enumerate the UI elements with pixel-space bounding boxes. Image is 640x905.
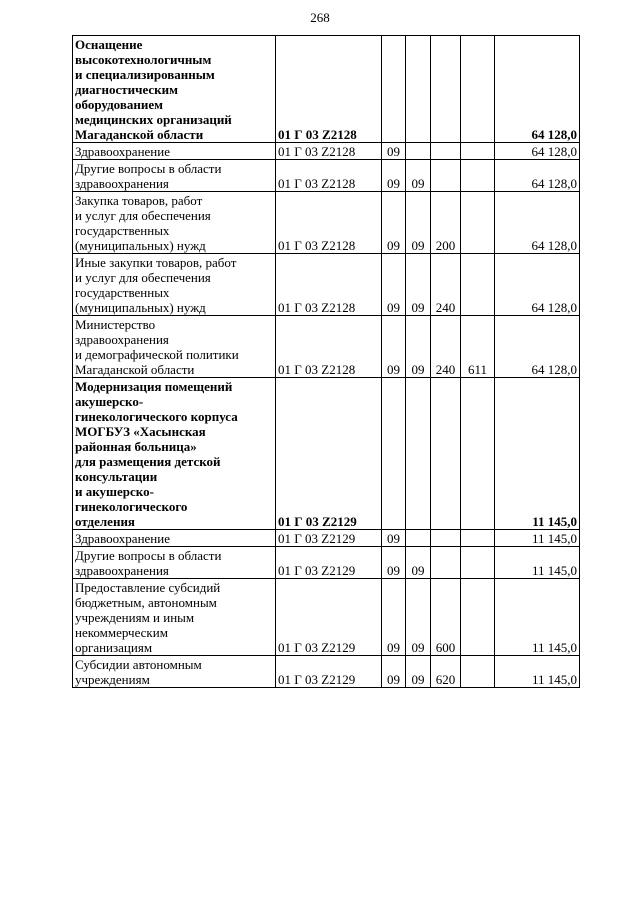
expense-kind-cell — [431, 36, 461, 143]
subsection-cell — [406, 530, 431, 547]
table-row — [73, 530, 580, 547]
row-name-line: Другие вопросы в области — [75, 548, 222, 563]
expense-kind-cell — [431, 547, 461, 579]
row-name-line: и услуг для обеспечения — [75, 208, 211, 223]
row-name — [73, 160, 276, 192]
row-name-line: Закупка товаров, работ — [75, 193, 203, 208]
amount-cell: 64 128,0 — [495, 316, 580, 378]
row-name-line: акушерско- — [75, 394, 144, 409]
row-name-line: Модернизация помещений — [75, 379, 233, 394]
section-cell — [382, 378, 406, 530]
expense-kind-cell: 240 — [431, 254, 461, 316]
row-name-line: и услуг для обеспечения — [75, 270, 211, 285]
row-name-line: и демографической политики — [75, 347, 239, 362]
row-name-line: бюджетным, автономным — [75, 595, 217, 610]
row-name — [73, 316, 276, 378]
subsection-cell — [406, 378, 431, 530]
target-code-cell: 01 Г 03 Z2129 — [276, 547, 382, 579]
expense-kind-cell: 240 — [431, 316, 461, 378]
section-cell: 09 — [382, 316, 406, 378]
section-cell: 09 — [382, 530, 406, 547]
section-cell: 09 — [382, 547, 406, 579]
row-name-line: диагностическим — [75, 82, 178, 97]
grbs-cell — [461, 160, 495, 192]
subsection-cell: 09 — [406, 254, 431, 316]
section-cell — [382, 36, 406, 143]
grbs-cell — [461, 254, 495, 316]
row-name — [73, 254, 276, 316]
subsection-cell — [406, 36, 431, 143]
row-name-line: Предоставление субсидий — [75, 580, 221, 595]
row-name-line: Иные закупки товаров, работ — [75, 255, 237, 270]
row-name-line: некоммерческим — [75, 625, 168, 640]
row-name — [73, 192, 276, 254]
section-cell: 09 — [382, 656, 406, 688]
section-cell: 09 — [382, 160, 406, 192]
row-name — [73, 547, 276, 579]
row-name-line: государственных — [75, 223, 170, 238]
budget-table — [72, 35, 580, 688]
row-name-line: и специализированным — [75, 67, 215, 82]
row-name-line: учреждениям и иным — [75, 610, 195, 625]
table-row — [73, 378, 580, 530]
section-cell: 09 — [382, 192, 406, 254]
section-cell: 09 — [382, 254, 406, 316]
row-name-line: для размещения детской — [75, 454, 221, 469]
grbs-cell — [461, 530, 495, 547]
section-cell: 09 — [382, 579, 406, 656]
page-number: 268 — [310, 10, 330, 25]
table-row — [73, 579, 580, 656]
table-row — [73, 547, 580, 579]
row-name-line: здравоохранения — [75, 176, 169, 191]
target-code-cell: 01 Г 03 Z2128 — [276, 143, 382, 160]
row-name-line: отделения — [75, 514, 135, 529]
subsection-cell: 09 — [406, 192, 431, 254]
subsection-cell: 09 — [406, 579, 431, 656]
row-name-line: МОГБУЗ «Хасынская — [75, 424, 206, 439]
table-row — [73, 36, 580, 143]
row-name-line: Здравоохранение — [75, 531, 170, 546]
row-name-line: и акушерско- — [75, 484, 154, 499]
row-name-line: организациям — [75, 640, 153, 655]
target-code-cell: 01 Г 03 Z2129 — [276, 579, 382, 656]
grbs-cell — [461, 656, 495, 688]
row-name-line: Другие вопросы в области — [75, 161, 222, 176]
amount-cell: 64 128,0 — [495, 36, 580, 143]
amount-cell: 64 128,0 — [495, 254, 580, 316]
row-name-line: Министерство — [75, 317, 156, 332]
expense-kind-cell: 600 — [431, 579, 461, 656]
row-name-line: гинекологического корпуса — [75, 409, 238, 424]
row-name-line: (муниципальных) нужд — [75, 238, 206, 253]
target-code-cell: 01 Г 03 Z2129 — [276, 656, 382, 688]
amount-cell: 11 145,0 — [495, 547, 580, 579]
target-code-cell: 01 Г 03 Z2129 — [276, 378, 382, 530]
grbs-cell — [461, 36, 495, 143]
row-name-line: (муниципальных) нужд — [75, 300, 206, 315]
amount-cell: 11 145,0 — [495, 378, 580, 530]
row-name — [73, 378, 276, 530]
subsection-cell: 09 — [406, 547, 431, 579]
expense-kind-cell — [431, 530, 461, 547]
amount-cell: 11 145,0 — [495, 530, 580, 547]
grbs-cell: 611 — [461, 316, 495, 378]
table-row — [73, 143, 580, 160]
row-name-line: высокотехнологичным — [75, 52, 212, 67]
row-name-line: Здравоохранение — [75, 144, 170, 159]
grbs-cell — [461, 192, 495, 254]
grbs-cell — [461, 143, 495, 160]
table-row — [73, 656, 580, 688]
expense-kind-cell — [431, 143, 461, 160]
row-name-line: государственных — [75, 285, 170, 300]
subsection-cell: 09 — [406, 160, 431, 192]
row-name — [73, 579, 276, 656]
subsection-cell: 09 — [406, 316, 431, 378]
target-code-cell: 01 Г 03 Z2128 — [276, 160, 382, 192]
row-name-line: гинекологического — [75, 499, 188, 514]
amount-cell: 64 128,0 — [495, 192, 580, 254]
subsection-cell: 09 — [406, 656, 431, 688]
table-row — [73, 160, 580, 192]
grbs-cell — [461, 378, 495, 530]
row-name-line: здравоохранения — [75, 332, 169, 347]
row-name-line: Субсидии автономным — [75, 657, 202, 672]
row-name-line: медицинских организаций — [75, 112, 232, 127]
row-name-line: учреждениям — [75, 672, 150, 687]
amount-cell: 64 128,0 — [495, 160, 580, 192]
expense-kind-cell — [431, 378, 461, 530]
amount-cell: 11 145,0 — [495, 579, 580, 656]
row-name-line: Оснащение — [75, 37, 143, 52]
row-name-line: здравоохранения — [75, 563, 169, 578]
grbs-cell — [461, 579, 495, 656]
target-code-cell: 01 Г 03 Z2128 — [276, 192, 382, 254]
amount-cell: 64 128,0 — [495, 143, 580, 160]
target-code-cell: 01 Г 03 Z2128 — [276, 316, 382, 378]
table-row — [73, 192, 580, 254]
target-code-cell: 01 Г 03 Z2128 — [276, 36, 382, 143]
table-row — [73, 316, 580, 378]
row-name-line: Магаданской области — [75, 362, 195, 377]
amount-cell: 11 145,0 — [495, 656, 580, 688]
row-name — [73, 36, 276, 143]
row-name-line: оборудованием — [75, 97, 163, 112]
row-name-line: консультации — [75, 469, 158, 484]
row-name — [73, 143, 276, 160]
row-name-line: районная больница» — [75, 439, 197, 454]
expense-kind-cell: 620 — [431, 656, 461, 688]
target-code-cell: 01 Г 03 Z2129 — [276, 530, 382, 547]
target-code-cell: 01 Г 03 Z2128 — [276, 254, 382, 316]
expense-kind-cell: 200 — [431, 192, 461, 254]
table-row — [73, 254, 580, 316]
grbs-cell — [461, 547, 495, 579]
row-name-line: Магаданской области — [75, 127, 204, 142]
subsection-cell — [406, 143, 431, 160]
row-name — [73, 530, 276, 547]
section-cell: 09 — [382, 143, 406, 160]
expense-kind-cell — [431, 160, 461, 192]
row-name — [73, 656, 276, 688]
